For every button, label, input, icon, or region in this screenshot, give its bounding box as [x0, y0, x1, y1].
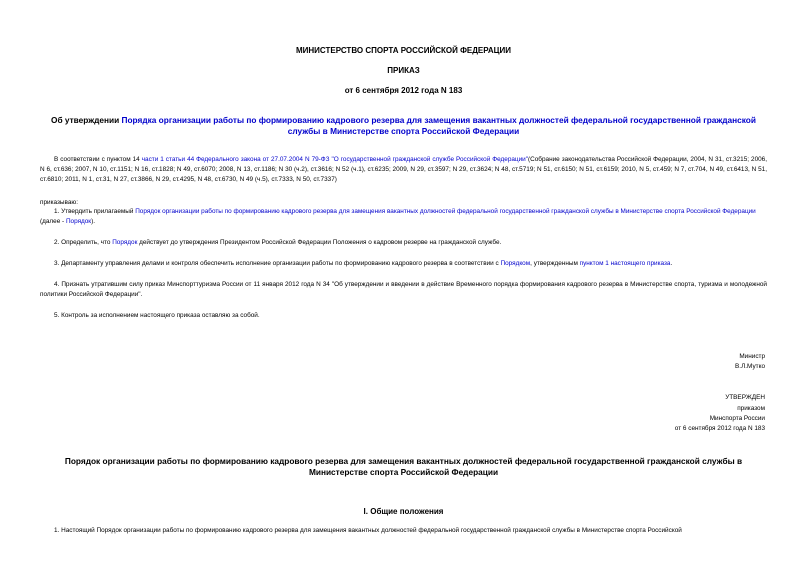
item-2-text-b: действует до утверждения Президентом Российской Федерации Положения о кадровом резерве на гражданской службе. [137, 239, 502, 246]
order-title [40, 115, 767, 137]
signature-position: Министр [739, 353, 765, 360]
order-word: приказываю: [40, 199, 78, 206]
doc-type-heading: ПРИКАЗ [387, 66, 420, 75]
section-1-paragraph-1: 1. Настоящий Порядок организации работы по формированию кадрового резерва для замещения вакантных должностей федеральной государственной гражданской службы в Министерстве спорта Российской [54, 527, 682, 534]
item-3-paragraph [54, 259, 672, 269]
approval-line-4: от 6 сентября 2012 года N 183 [674, 425, 765, 432]
doc-date-number: от 6 сентября 2012 года N 183 [344, 86, 463, 95]
federal-law-link[interactable]: части 1 статьи 44 Федерального закона от 27.07.2004 N 79-ФЗ "О государственной гражданской службе Российской Федерации" [141, 156, 528, 163]
item-3-clause-link[interactable]: пунктом 1 настоящего приказа [579, 260, 671, 267]
item-3-procedure-link[interactable]: Порядком [500, 260, 531, 267]
order-title-prefix: Об утверждении [51, 115, 122, 125]
item-1-paragraph [40, 207, 767, 227]
item-2-paragraph [54, 238, 501, 248]
procedure-link[interactable]: Порядок организации работы по формированию кадрового резерва для замещения вакантных должностей федеральной государственной гражданской службы в Министерстве спорта Российской Федерации [135, 208, 756, 215]
item-3-text-b: , утвержденным [530, 260, 580, 267]
item-5-paragraph: 5. Контроль за исполнением настоящего приказа оставляю за собой. [54, 312, 260, 319]
approval-line-3: Минспорта России [709, 415, 765, 422]
signature-name: В.Л.Мутко [735, 363, 765, 370]
item-2-text: 2. Определить, что [54, 239, 113, 246]
preamble-text-2: (Собрание законодательства Российской Федерации, 2004, N 31, ст.3215; 2006, N 6, ст.636; 2007, N 10, ст.1151; N 16, ст.1828; N 49, ст.6070; 2008, N 13, ст.1186; N 30 (ч.2), ст.3616; N 52 (ч.1), ст.6235; 2009, N 29, ст.3597; N 29, ст.3624; N 48, ст.5719; N 51, ст.6150; N 51, ст.6159; 2010, N 5, ст.459; N 7, ст.704, N 49, ст.6413, N 51, ст.6810; 2011, N 1, ст.31, N 27, ст.3866, N 29, ст.4295, N 48, ст.6730, N 49 (ч.5), ст.7333, N 50, ст.7337) [40, 156, 768, 183]
item-1-text-c: ). [91, 218, 96, 225]
preamble-paragraph [40, 155, 767, 185]
order-title-link[interactable]: Порядка организации работы по формированию кадрового резерва для замещения вакантных должностей федеральной государственной гражданской службы в Министерстве спорта Российской Федерации [121, 115, 756, 136]
preamble-text-1: В соответствии с пунктом 14 [54, 156, 142, 163]
section-1-title: I. Общие положения [363, 507, 444, 516]
approval-line-2: приказом [737, 405, 765, 412]
ministry-heading: МИНИСТЕРСТВО СПОРТА РОССИЙСКОЙ ФЕДЕРАЦИИ [295, 46, 512, 55]
item-1-text-b: (далее - [40, 218, 66, 225]
procedure-short-link[interactable]: Порядок [65, 218, 92, 225]
item-2-procedure-link[interactable]: Порядок [112, 239, 138, 246]
item-3-text: 3. Департаменту управления делами и контроля обеспечить исполнение организации работы по формированию кадрового резерва в соответствии с [54, 260, 501, 267]
annex-title: Порядок организации работы по формированию кадрового резерва для замещения вакантных должностей федеральной государственной гражданской службы в Министерстве спорта Российской Федерации [64, 456, 743, 477]
approval-line-1: УТВЕРЖДЕН [725, 394, 765, 401]
item-4-paragraph: 4. Признать утратившим силу приказ Минспорттуризма России от 11 января 2012 года N 34 "Об утверждении и введении в действие Временного порядка формирования кадрового резерва в Министерстве спорта, туризма и молодежной политики Российской Федерации". [40, 281, 767, 298]
item-1-text: 1. Утвердить прилагаемый [54, 208, 136, 215]
item-3-text-c: . [670, 260, 673, 267]
